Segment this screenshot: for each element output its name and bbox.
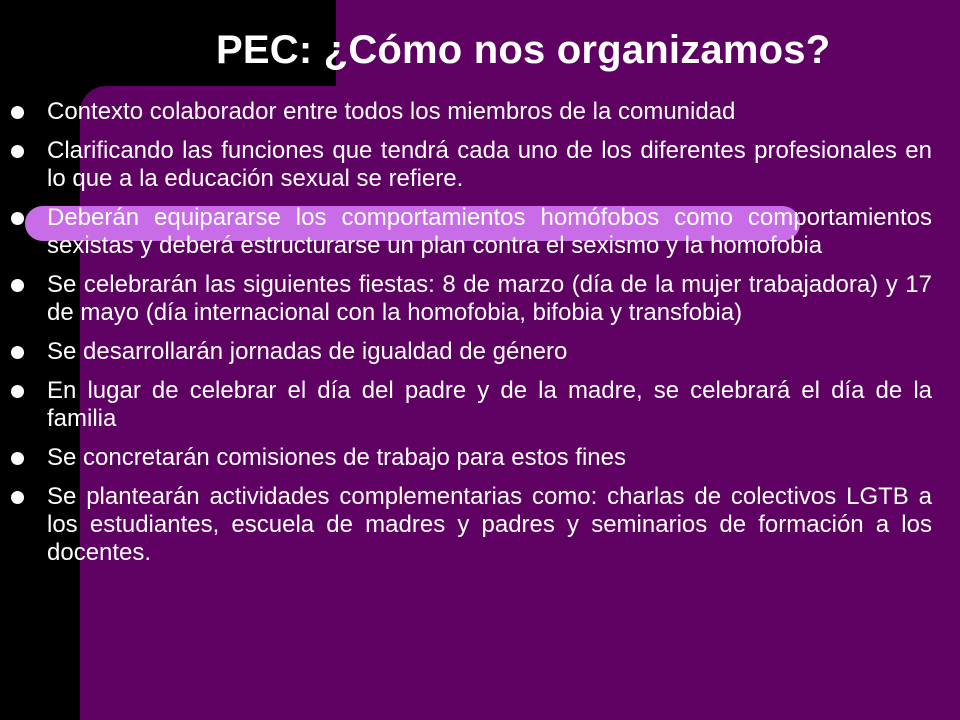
bullet-item [0,444,960,472]
bullet-dot-icon [11,106,24,119]
bullet-dot-icon [11,212,24,225]
bullet-dot-icon [11,279,24,292]
slide-title: PEC: ¿Cómo nos organizamos? [216,28,831,72]
bullet-text: Se plantearán actividades complementarias como: charlas de colectivos LGTB a los estudiantes, escuela de madres y padres y seminarios de formación a los docentes. [47,483,932,566]
bullet-item [0,204,960,260]
bullet-text: Se desarrollarán jornadas de igualdad de género [47,338,568,365]
bullet-dot-icon [11,145,24,158]
bullet-item [0,483,960,567]
bullet-dot-icon [11,491,24,504]
bullet-item [0,98,960,126]
bullet-item [0,271,960,327]
bullet-text: Clarificando las funciones que tendrá cada uno de los diferentes profesionales en lo que a la educación sexual se refiere. [47,137,932,192]
bullet-dot-icon [11,346,24,359]
bullet-text: En lugar de celebrar el día del padre y de la madre, se celebrará el día de la familia [47,377,932,432]
bullet-text: Se celebrarán las siguientes fiestas: 8 de marzo (día de la mujer trabajadora) y 17 de mayo (día internacional con la homofobia, bifobia y transfobia) [47,271,932,326]
bullet-text: Contexto colaborador entre todos los miembros de la comunidad [47,98,736,125]
bullet-item [0,338,960,366]
bullet-list [0,98,960,578]
bullet-dot-icon [11,385,24,398]
bullet-item [0,137,960,193]
bullet-dot-icon [11,452,24,465]
bullet-text: Se concretarán comisiones de trabajo para estos fines [47,444,626,471]
bullet-text: Deberán equipararse los comportamientos homófobos como comportamientos sexistas y deberá estructurarse un plan contra el sexismo y la homofobia [47,204,932,259]
bullet-item [0,377,960,433]
